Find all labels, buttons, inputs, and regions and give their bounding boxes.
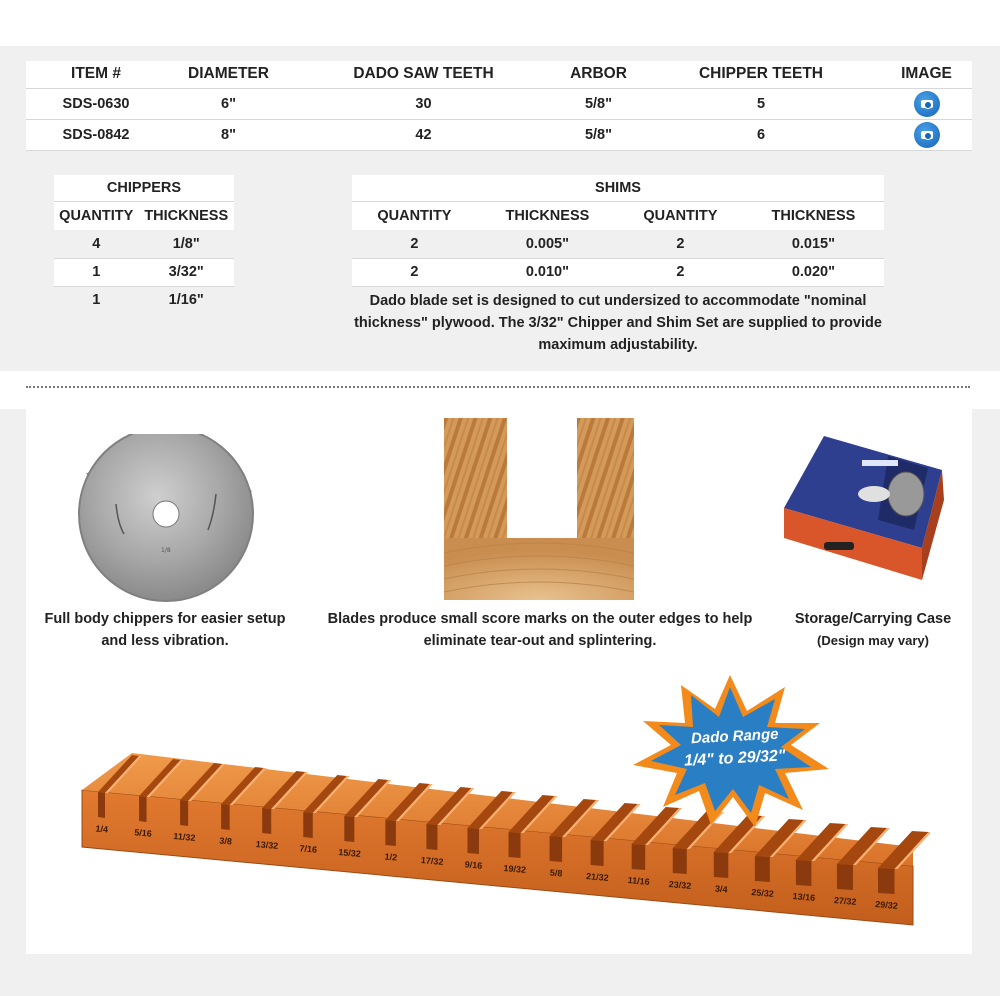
chipper-qty: 1 — [92, 292, 101, 309]
dado-size-label: 11/32 — [172, 831, 196, 843]
dado-groove-front — [426, 824, 437, 850]
dado-groove-front — [262, 808, 271, 834]
case-caption — [780, 608, 966, 652]
saw-teeth: 30 — [291, 88, 556, 119]
image-cell — [881, 119, 972, 150]
chipper-caption-line1: Full body chippers for easier setup — [44, 611, 286, 627]
image-cell — [881, 88, 972, 119]
shims-qty-header: QUANTITY — [352, 201, 477, 230]
dado-size-label: 15/32 — [337, 847, 362, 859]
shim-thickness: 0.005" — [525, 235, 569, 252]
dado-size-label: 27/32 — [833, 895, 857, 907]
shim-qty: 2 — [352, 258, 477, 286]
dado-groove-front — [303, 812, 313, 838]
dado-size-label: 21/32 — [585, 871, 610, 883]
col-teeth: DADO SAW TEETH — [291, 61, 556, 88]
dado-size-label: 29/32 — [874, 899, 899, 911]
shims-thickness-header: THICKNESS — [743, 201, 884, 230]
shims-title: SHIMS — [352, 175, 884, 201]
shim-qty: 2 — [676, 235, 685, 252]
table-row — [54, 230, 234, 258]
dado-groove-front — [878, 868, 895, 894]
dado-size-label: 13/16 — [792, 891, 816, 903]
dado-groove-front — [98, 792, 105, 818]
dado-size-label: 3/4 — [714, 883, 728, 895]
blade-caption-line1: Blades produce small score marks on the outer edges to help — [327, 611, 753, 627]
items-table — [26, 61, 972, 151]
dado-size-label: 5/8 — [549, 867, 563, 879]
arbor: 5/8" — [556, 88, 641, 119]
chippers-title: CHIPPERS — [54, 175, 234, 201]
dado-groove-front — [180, 800, 188, 826]
chipper-thickness: 1/8" — [172, 235, 200, 252]
blade-caption — [305, 608, 775, 652]
dado-groove-front — [632, 844, 646, 870]
dado-groove-front — [385, 820, 396, 846]
storage-case-image — [778, 430, 948, 582]
col-item: ITEM # — [26, 61, 166, 88]
chipper-thickness: 3/32" — [138, 258, 234, 286]
diameter: 6" — [166, 88, 291, 119]
table-row — [352, 258, 884, 286]
dado-size-label: 13/32 — [255, 839, 279, 851]
shim-thickness: 0.015" — [791, 235, 835, 252]
dado-groove-front — [221, 804, 230, 830]
col-arbor: ARBOR — [556, 61, 641, 88]
diameter: 8" — [166, 119, 291, 150]
chipper-teeth: 6 — [641, 119, 881, 150]
dado-size-label: 25/32 — [750, 887, 775, 899]
dado-size-label: 19/32 — [503, 863, 527, 875]
shims-qty-header: QUANTITY — [618, 201, 743, 230]
camera-icon[interactable] — [914, 91, 940, 117]
dado-groove-front — [755, 856, 770, 882]
dado-groove-front — [714, 852, 729, 878]
item-number: SDS-0630 — [26, 88, 166, 119]
case-caption-line1: Storage/Carrying Case — [794, 611, 952, 627]
wood-groove-image — [444, 418, 634, 600]
chipper-qty: 4 — [92, 235, 101, 252]
dado-note: Dado blade set is designed to cut undersized to accommodate "nominal thickness" plywood. The 3/32" Chipper and Shim Set are supplied to provide maximum adjustability. — [354, 293, 882, 353]
dado-range-title: Dado Range — [690, 725, 779, 748]
dado-groove-front — [139, 796, 147, 822]
chipper-caption-line2: and less vibration. — [101, 633, 229, 649]
saw-teeth: 42 — [291, 119, 556, 150]
dado-size-label: 3/8 — [218, 835, 233, 847]
chipper-caption — [30, 608, 300, 652]
shim-thickness: 0.010" — [477, 258, 618, 286]
dado-size-label: 1/2 — [384, 851, 398, 863]
dado-groove-front — [673, 848, 687, 874]
case-caption-line2: (Design may vary) — [817, 633, 929, 648]
table-row — [26, 119, 972, 150]
col-diameter: DIAMETER — [166, 61, 291, 88]
table-row — [352, 230, 884, 258]
svg-text:1/8: 1/8 — [161, 547, 171, 554]
blade-caption-line2: eliminate tear-out and splintering. — [423, 633, 657, 649]
chipper-blade-image — [66, 434, 266, 604]
dado-range-board — [80, 665, 930, 930]
dado-groove-front — [837, 864, 853, 890]
dado-size-label: 17/32 — [420, 855, 444, 867]
dado-groove-front — [550, 836, 563, 862]
dado-range-starburst — [633, 675, 829, 827]
chippers-thickness-header: THICKNESS — [138, 201, 234, 230]
col-chipper-teeth: CHIPPER TEETH — [641, 61, 881, 88]
table-row — [26, 88, 972, 119]
table-row — [54, 258, 234, 286]
col-image: IMAGE — [881, 61, 972, 88]
dado-groove-front — [467, 828, 479, 854]
dado-groove-front — [591, 840, 604, 866]
arbor: 5/8" — [556, 119, 641, 150]
chippers-table — [54, 175, 234, 314]
dado-size-label: 9/16 — [464, 859, 483, 871]
shim-thickness: 0.020" — [743, 258, 884, 286]
items-header-row — [26, 61, 972, 88]
chippers-qty-header: QUANTITY — [54, 201, 138, 230]
table-row — [54, 286, 234, 314]
chipper-teeth: 5 — [641, 88, 881, 119]
dado-size-label: 5/16 — [133, 827, 153, 839]
dado-range-values: 1/4" to 29/32" — [683, 747, 786, 770]
dado-groove-front — [796, 860, 812, 886]
camera-icon[interactable] — [914, 122, 940, 148]
shim-qty: 2 — [410, 235, 419, 252]
dado-size-label: 11/16 — [627, 875, 651, 887]
dado-groove-front — [509, 832, 521, 858]
dado-size-label: 1/4 — [95, 823, 109, 835]
shims-table — [352, 175, 884, 287]
chipper-qty: 1 — [54, 258, 138, 286]
dado-size-label: 23/32 — [668, 879, 692, 891]
shims-thickness-header: THICKNESS — [477, 201, 618, 230]
dotted-divider — [26, 386, 970, 388]
item-number: SDS-0842 — [26, 119, 166, 150]
dado-size-label: 7/16 — [299, 843, 318, 855]
chipper-thickness: 1/16" — [168, 292, 204, 309]
shim-qty: 2 — [618, 258, 743, 286]
dado-groove-front — [344, 816, 354, 842]
